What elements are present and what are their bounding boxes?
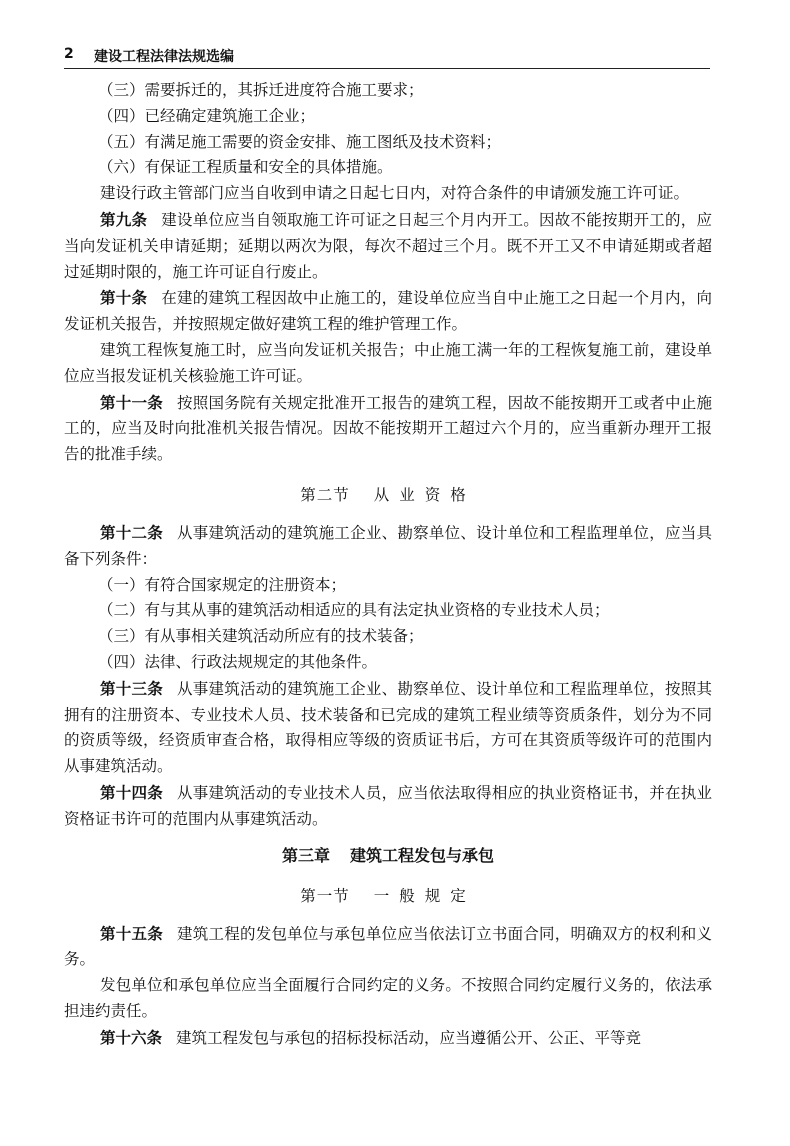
article-16	[64, 1025, 712, 1052]
article-text: 按照国务院有关规定批准开工报告的建筑工程，因故不能按期开工或者中止施工的，应当及时向批准机关报告情况。因故不能按期开工超过六个月的，应当重新办理开工报告的批准手续。	[64, 393, 712, 464]
article-10	[64, 285, 712, 338]
article-12	[64, 520, 712, 573]
article-text: 从事建筑活动的建筑施工企业、勘察单位、设计单位和工程监理单位，按照其拥有的注册资本、专业技术人员、技术装备和已完成的建筑工程业绩等资质条件，划分为不同的资质等级，经资质审查合格，取得相应等级的资质证书后，方可在其资质等级许可的范围内从事建筑活动。	[64, 679, 712, 776]
article-9	[64, 207, 712, 285]
article-title: 第九条	[100, 209, 148, 229]
article-text: 在建的建筑工程因故中止施工的，建设单位应当自中止施工之日起一个月内，向发证机关报告，并按照规定做好建筑工程的维护管理工作。	[64, 289, 712, 334]
section-heading	[64, 883, 712, 909]
list-item: （二）有与其从事的建筑活动相适应的具有法定执业资格的专业技术人员；	[98, 601, 610, 620]
article-13	[64, 676, 712, 780]
article-14	[64, 780, 712, 833]
list-item: （三）有从事相关建筑活动所应有的技术装备；	[98, 627, 424, 646]
article-title: 第十三条	[100, 678, 163, 698]
list-item: （三）需要拆迁的，其拆迁进度符合施工要求；	[98, 81, 424, 99]
article-text: 建设单位应当自领取施工许可证之日起三个月内开工。因故不能按期开工的，应当向发证机关申请延期；延期以两次为限，每次不超过三个月。既不开工又不申请延期或者超过延期时限的，施工许可证自行废止。	[64, 210, 712, 281]
article-11	[64, 390, 712, 468]
page-number: 2	[64, 46, 74, 62]
article-text: 建筑工程发包与承包的招标投标活动，应当遵循公开、公正、平等竞	[176, 1028, 642, 1047]
paragraph: 建筑工程恢复施工时，应当向发证机关报告；中止施工满一年的工程恢复施工前，建设单位应当报发证机关核验施工许可证。	[64, 340, 712, 385]
section-number: 第二节	[300, 485, 350, 504]
article-title: 第十一条	[100, 392, 163, 412]
list-item: （五）有满足施工需要的资金安排、施工图纸及技术资料；	[98, 132, 502, 151]
article-title: 第十五条	[100, 923, 163, 943]
section-title: 从业资格	[373, 485, 476, 504]
article-title: 第十条	[100, 288, 148, 308]
list-item: （一）有符合国家规定的注册资本；	[98, 575, 347, 594]
article-title: 第十二条	[100, 522, 163, 542]
paragraph: 建设行政主管部门应当自收到申请之日起七日内，对符合条件的申请颁发施工许可证。	[100, 184, 690, 203]
article-title: 第十四条	[100, 782, 163, 802]
chapter-title: 建筑工程发包与承包	[350, 845, 495, 865]
list-item: （六）有保证工程质量和安全的具体措施。	[98, 158, 393, 177]
article-text: 从事建筑活动的专业技术人员，应当依法取得相应的执业资格证书，并在执业资格证书许可的范围内从事建筑活动。	[64, 783, 712, 828]
page-body	[64, 78, 712, 1052]
article-title: 第十六条	[100, 1027, 163, 1047]
chapter-number: 第三章	[281, 845, 330, 865]
book-title: 建设工程法律法规选编	[94, 49, 234, 65]
article-text: 从事建筑活动的建筑施工企业、勘察单位、设计单位和工程监理单位，应当具备下列条件：	[64, 523, 712, 568]
section-heading	[64, 482, 712, 508]
paragraph: 发包单位和承包单位应当全面履行合同约定的义务。不按照合同约定履行义务的，依法承担违约责任。	[64, 976, 712, 1020]
section-title: 一般规定	[373, 886, 476, 905]
list-item: （四）法律、行政法规规定的其他条件。	[98, 652, 378, 671]
article-text: 建筑工程的发包单位与承包单位应当依法订立书面合同，明确双方的权利和义务。	[64, 924, 712, 969]
article-15	[64, 921, 712, 974]
chapter-heading	[64, 843, 712, 869]
section-number: 第一节	[300, 886, 350, 905]
running-header	[64, 46, 710, 69]
list-item: （四）已经确定建筑施工企业；	[98, 106, 316, 125]
